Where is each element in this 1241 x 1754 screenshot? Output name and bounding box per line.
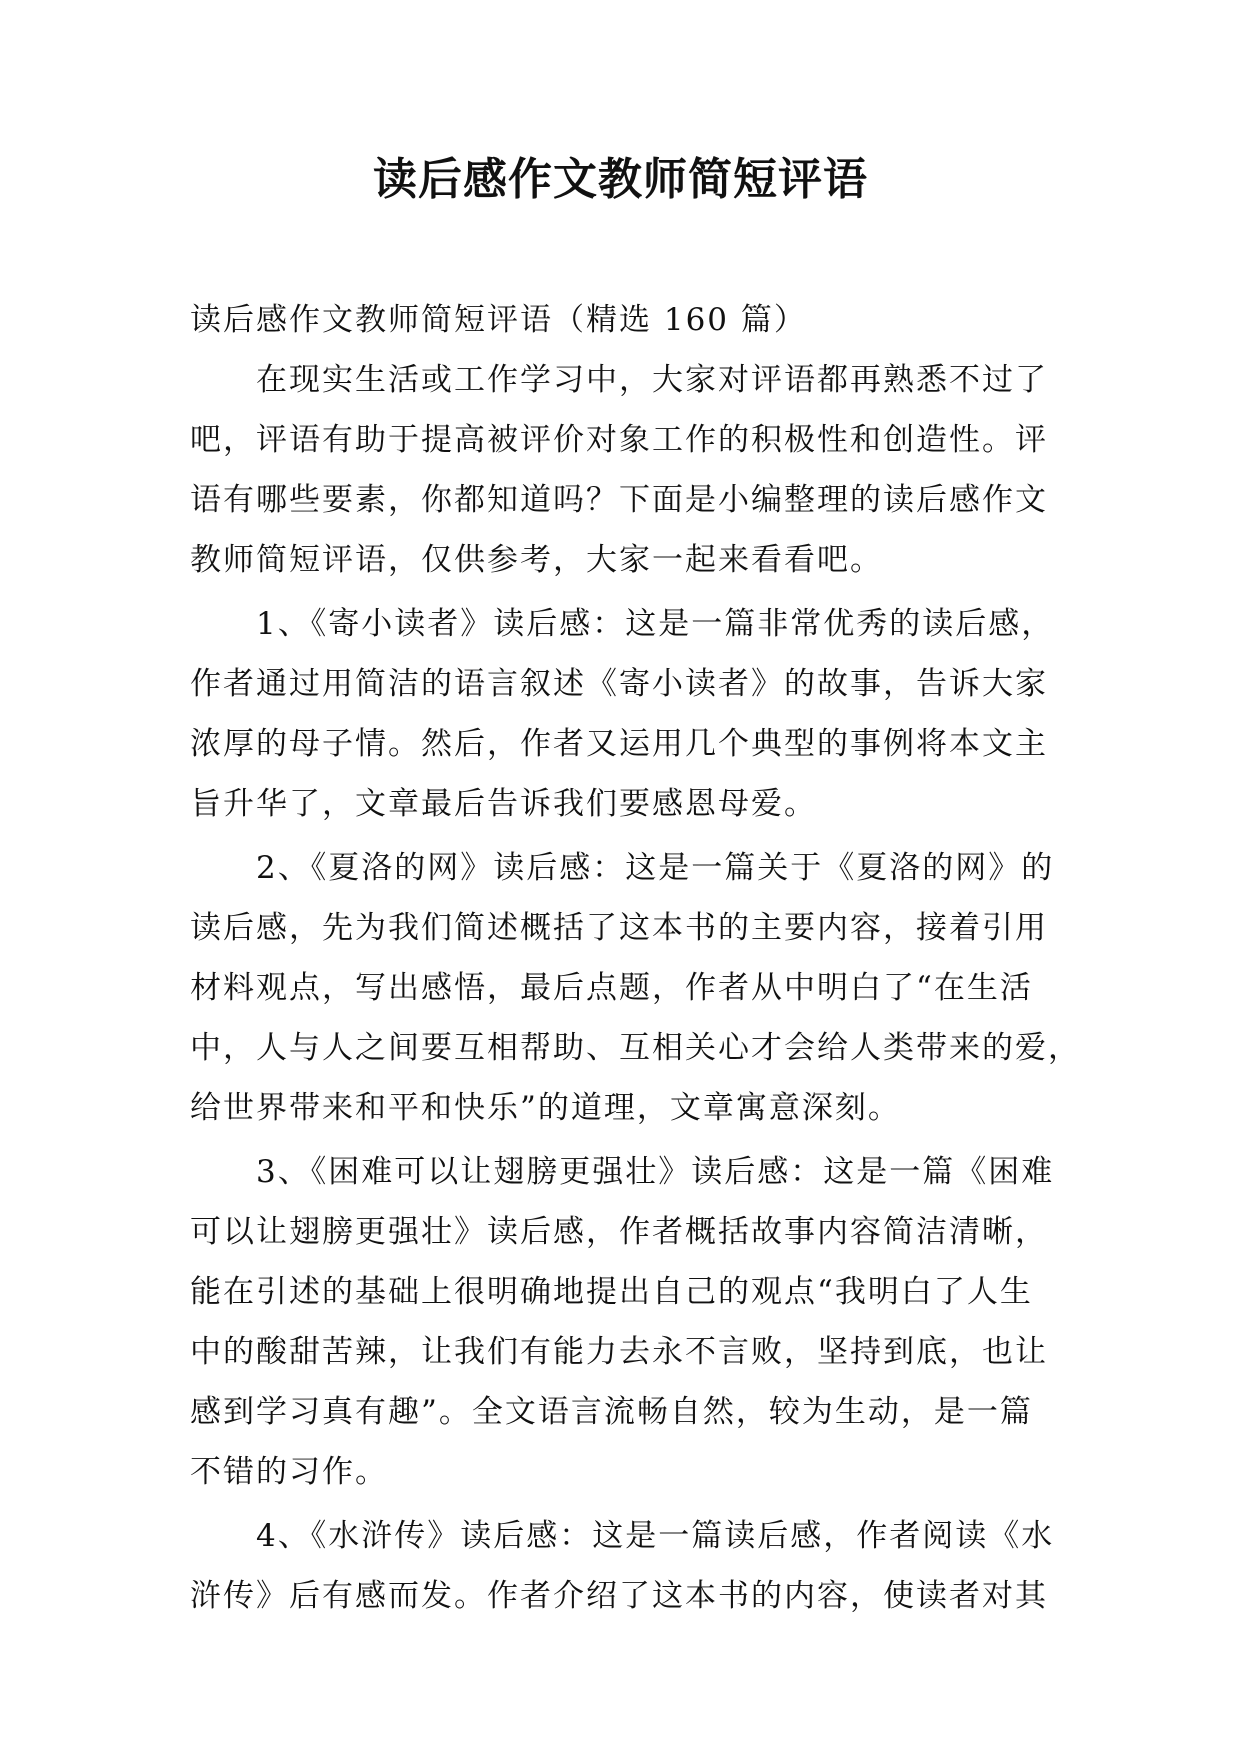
paragraph-comment-1 [190,594,1055,834]
document-subtitle: 读后感作文教师简短评语（精选 160 篇） [190,302,807,338]
paragraph-line: 中，人与人之间要互相帮助、互相关心才会给人类带来的爱， [190,1030,1081,1066]
paragraph-comment-2 [190,838,1081,1138]
document-title: 读后感作文教师简短评语 [373,154,868,205]
paragraph-line: 浓厚的母子情。然后，作者又运用几个典型的事例将本文主 [190,726,1048,762]
paragraph-line: 作者通过用简洁的语言叙述《寄小读者》的故事，告诉大家 [190,666,1048,702]
paragraph-comment-3 [190,1142,1055,1502]
paragraph-line: 浒传》后有感而发。作者介绍了这本书的内容，使读者对其 [190,1578,1048,1614]
paragraph-intro [190,350,1050,590]
paragraph-line: 能在引述的基础上很明确地提出自己的观点“我明白了人生 [190,1274,1033,1310]
paragraph-line: 中的酸甜苦辣，让我们有能力去永不言败，坚持到底，也让 [190,1334,1048,1370]
paragraph-line: 吧，评语有助于提高被评价对象工作的积极性和创造性。评 [190,422,1048,458]
paragraph-line: 旨升华了，文章最后告诉我们要感恩母爱。 [190,786,817,822]
paragraph-line: 给世界带来和平和快乐”的道理，文章寓意深刻。 [190,1090,901,1126]
paragraph-line: 3、《困难可以让翅膀更强壮》读后感：这是一篇《困难 [190,1154,1055,1190]
paragraph-line: 2、《夏洛的网》读后感：这是一篇关于《夏洛的网》的 [190,850,1055,886]
paragraph-line: 材料观点，写出感悟，最后点题，作者从中明白了“在生活 [190,970,1033,1006]
paragraph-comment-4 [190,1506,1055,1626]
paragraph-line: 语有哪些要素，你都知道吗？下面是小编整理的读后感作文 [190,482,1048,518]
paragraph-line: 在现实生活或工作学习中，大家对评语都再熟悉不过了 [190,362,1048,398]
paragraph-line: 读后感，先为我们简述概括了这本书的主要内容，接着引用 [190,910,1048,946]
paragraph-line: 教师简短评语，仅供参考，大家一起来看看吧。 [190,542,883,578]
document-body [190,290,1081,1626]
paragraph-line: 可以让翅膀更强壮》读后感，作者概括故事内容简洁清晰， [190,1214,1048,1250]
paragraph-line: 1、《寄小读者》读后感：这是一篇非常优秀的读后感， [190,606,1055,642]
paragraph-line: 不错的习作。 [190,1454,388,1490]
paragraph-line: 4、《水浒传》读后感：这是一篇读后感，作者阅读《水 [190,1518,1055,1554]
paragraph-line: 感到学习真有趣”。全文语言流畅自然，较为生动，是一篇 [190,1394,1033,1430]
